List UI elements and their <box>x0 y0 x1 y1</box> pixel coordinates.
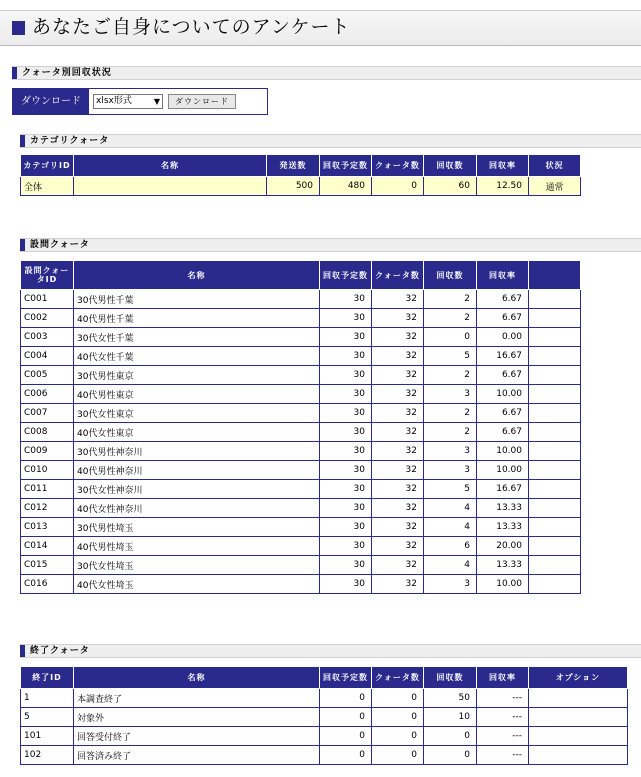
table-cell: 5 <box>424 347 477 366</box>
table-cell: 10 <box>424 708 477 727</box>
column-header <box>529 261 581 290</box>
table-cell: C007 <box>21 404 74 423</box>
table-row <box>21 575 581 594</box>
table-cell <box>529 480 581 499</box>
table-cell <box>529 499 581 518</box>
section-header-end-quota <box>20 644 641 658</box>
table-cell <box>529 708 628 727</box>
table-row <box>21 442 581 461</box>
download-panel <box>12 88 268 115</box>
table-cell: 5 <box>21 708 74 727</box>
table-cell: C011 <box>21 480 74 499</box>
table-cell: 0 <box>320 708 372 727</box>
table-cell: 5 <box>424 480 477 499</box>
table-cell: 10.00 <box>477 442 529 461</box>
table-cell: 0 <box>424 746 477 765</box>
table-cell: C001 <box>21 290 74 309</box>
table-cell: 3 <box>424 385 477 404</box>
table-cell: 30 <box>320 423 372 442</box>
table-cell: 30 <box>320 290 372 309</box>
table-row <box>21 708 628 727</box>
table-cell: 3 <box>424 575 477 594</box>
table-row <box>21 556 581 575</box>
table-cell: 0 <box>320 746 372 765</box>
table-cell: 32 <box>372 480 424 499</box>
table-cell <box>529 746 628 765</box>
table-row <box>21 328 581 347</box>
table-cell: --- <box>477 689 529 708</box>
title-marker <box>12 21 25 35</box>
table-cell: C014 <box>21 537 74 556</box>
table-cell: 20.00 <box>477 537 529 556</box>
table-cell: 30 <box>320 328 372 347</box>
column-header: 名称 <box>74 261 320 290</box>
section-header-question-quota <box>20 238 641 252</box>
table-cell <box>529 328 581 347</box>
page-title-bar <box>0 10 641 46</box>
table-cell <box>529 309 581 328</box>
table-cell: 13.33 <box>477 518 529 537</box>
table-cell: 0 <box>372 746 424 765</box>
category-quota-table <box>20 154 581 196</box>
table-cell: 30代女性神奈川 <box>74 480 320 499</box>
section-title: 終了クォータ <box>30 646 90 656</box>
table-cell <box>529 689 628 708</box>
table-cell: C010 <box>21 461 74 480</box>
table-cell: C015 <box>21 556 74 575</box>
table-cell: 30代男性千葉 <box>74 290 320 309</box>
table-row <box>21 537 581 556</box>
table-row <box>21 347 581 366</box>
download-button[interactable]: ダウンロード <box>168 94 236 109</box>
table-cell: 30 <box>320 385 372 404</box>
table-row <box>21 177 581 196</box>
column-header: 回収予定数 <box>320 667 372 689</box>
chevron-down-icon: ▼ <box>153 97 160 106</box>
column-header: カテゴリID <box>21 155 74 177</box>
table-cell: 30代女性東京 <box>74 404 320 423</box>
table-cell: 30 <box>320 461 372 480</box>
table-cell: 32 <box>372 404 424 423</box>
column-header: 回収率 <box>477 261 529 290</box>
table-cell <box>529 442 581 461</box>
table-row <box>21 423 581 442</box>
table-cell <box>529 385 581 404</box>
table-cell: 30代男性東京 <box>74 366 320 385</box>
table-cell: C009 <box>21 442 74 461</box>
column-header: 回収数 <box>424 155 477 177</box>
column-header: クォータ数 <box>372 261 424 290</box>
table-cell: 3 <box>424 442 477 461</box>
table-cell: 6.67 <box>477 309 529 328</box>
table-cell: 50 <box>424 689 477 708</box>
column-header: 名称 <box>74 155 267 177</box>
section-header-quota-status <box>12 66 641 80</box>
table-cell <box>529 347 581 366</box>
table-cell: 0 <box>372 708 424 727</box>
table-cell: 40代男性千葉 <box>74 309 320 328</box>
table-cell: 本調査終了 <box>74 689 320 708</box>
table-cell: --- <box>477 727 529 746</box>
table-cell: 3 <box>424 461 477 480</box>
column-header: クォータ数 <box>372 155 424 177</box>
table-cell: 32 <box>372 423 424 442</box>
table-cell: 30 <box>320 537 372 556</box>
table-cell: 16.67 <box>477 347 529 366</box>
table-cell: 通常 <box>529 177 581 196</box>
table-cell: 6.67 <box>477 366 529 385</box>
table-cell: 0 <box>320 727 372 746</box>
table-cell: 32 <box>372 575 424 594</box>
table-cell <box>529 423 581 442</box>
column-header: 回収数 <box>424 261 477 290</box>
column-header: 終了ID <box>21 667 74 689</box>
table-cell: C013 <box>21 518 74 537</box>
table-cell: 10.00 <box>477 461 529 480</box>
table-cell: 6 <box>424 537 477 556</box>
table-cell: 0.00 <box>477 328 529 347</box>
table-cell <box>529 556 581 575</box>
table-cell: C008 <box>21 423 74 442</box>
table-cell: 対象外 <box>74 708 320 727</box>
table-row <box>21 746 628 765</box>
column-header: 設問クォータID <box>21 261 74 290</box>
table-row <box>21 689 628 708</box>
table-cell <box>74 177 267 196</box>
table-cell: 6.67 <box>477 290 529 309</box>
page-title: あなたご自身についてのアンケート <box>32 16 351 38</box>
table-cell: 4 <box>424 518 477 537</box>
table-cell: 回答受付終了 <box>74 727 320 746</box>
table-cell: 40代女性東京 <box>74 423 320 442</box>
table-cell: 4 <box>424 556 477 575</box>
table-cell: 40代女性神奈川 <box>74 499 320 518</box>
table-cell: 0 <box>320 689 372 708</box>
table-cell: 30 <box>320 309 372 328</box>
table-cell: 30 <box>320 442 372 461</box>
table-cell: 6.67 <box>477 423 529 442</box>
table-cell: 全体 <box>21 177 74 196</box>
table-cell: 2 <box>424 366 477 385</box>
table-cell: 32 <box>372 499 424 518</box>
table-cell: 32 <box>372 461 424 480</box>
table-cell: 2 <box>424 404 477 423</box>
end-quota-table <box>20 666 628 765</box>
table-row <box>21 518 581 537</box>
table-cell: 30代男性埼玉 <box>74 518 320 537</box>
table-row <box>21 309 581 328</box>
table-cell: C002 <box>21 309 74 328</box>
table-cell: 40代男性埼玉 <box>74 537 320 556</box>
table-cell: 0 <box>372 689 424 708</box>
section-title: 設問クォータ <box>30 240 90 250</box>
table-cell: 4 <box>424 499 477 518</box>
format-select-value: xlsx形式 <box>96 96 132 106</box>
column-header: クォータ数 <box>372 667 424 689</box>
table-cell: 32 <box>372 537 424 556</box>
table-cell: 30 <box>320 480 372 499</box>
table-cell: 101 <box>21 727 74 746</box>
table-header-row <box>21 155 581 177</box>
table-cell: 32 <box>372 556 424 575</box>
table-cell: 回答済み終了 <box>74 746 320 765</box>
table-cell <box>529 461 581 480</box>
table-row <box>21 404 581 423</box>
table-cell: C004 <box>21 347 74 366</box>
table-cell: 500 <box>267 177 320 196</box>
table-row <box>21 727 628 746</box>
column-header: 名称 <box>74 667 320 689</box>
table-cell: 40代女性千葉 <box>74 347 320 366</box>
table-cell: 40代男性神奈川 <box>74 461 320 480</box>
question-quota-table <box>20 260 581 594</box>
table-cell: 60 <box>424 177 477 196</box>
table-cell: 12.50 <box>477 177 529 196</box>
table-cell: 30 <box>320 499 372 518</box>
table-cell: 32 <box>372 328 424 347</box>
table-row <box>21 366 581 385</box>
column-header: 回収予定数 <box>320 155 372 177</box>
column-header: オプション <box>529 667 628 689</box>
table-cell: 30代男性神奈川 <box>74 442 320 461</box>
table-cell: 40代女性埼玉 <box>74 575 320 594</box>
table-cell: 32 <box>372 309 424 328</box>
table-cell: 2 <box>424 290 477 309</box>
table-cell: 32 <box>372 290 424 309</box>
table-cell: 0 <box>424 727 477 746</box>
table-row <box>21 290 581 309</box>
table-cell: 0 <box>372 727 424 746</box>
section-header-category-quota <box>20 134 641 148</box>
table-cell: 0 <box>424 328 477 347</box>
table-cell: 30代女性埼玉 <box>74 556 320 575</box>
table-cell: 13.33 <box>477 499 529 518</box>
table-cell: 30 <box>320 366 372 385</box>
table-cell: 30 <box>320 404 372 423</box>
table-cell: 2 <box>424 423 477 442</box>
table-cell: 32 <box>372 442 424 461</box>
table-cell: C012 <box>21 499 74 518</box>
column-header: 回収数 <box>424 667 477 689</box>
table-row <box>21 499 581 518</box>
table-cell: 0 <box>372 177 424 196</box>
table-cell: C006 <box>21 385 74 404</box>
table-header-row <box>21 667 628 689</box>
table-cell <box>529 290 581 309</box>
table-cell: 1 <box>21 689 74 708</box>
table-cell: 6.67 <box>477 404 529 423</box>
table-cell <box>529 366 581 385</box>
table-cell <box>529 575 581 594</box>
column-header: 回収率 <box>477 667 529 689</box>
column-header: 発送数 <box>267 155 320 177</box>
table-cell: --- <box>477 708 529 727</box>
format-select[interactable] <box>93 94 163 109</box>
table-cell: --- <box>477 746 529 765</box>
table-cell <box>529 404 581 423</box>
table-cell: 40代男性東京 <box>74 385 320 404</box>
download-label: ダウンロード <box>13 89 89 114</box>
table-cell: 32 <box>372 366 424 385</box>
table-cell: 13.33 <box>477 556 529 575</box>
table-cell: 32 <box>372 347 424 366</box>
table-cell: 10.00 <box>477 385 529 404</box>
table-cell: 32 <box>372 385 424 404</box>
table-cell: 102 <box>21 746 74 765</box>
table-row <box>21 480 581 499</box>
table-cell: C005 <box>21 366 74 385</box>
table-cell: 10.00 <box>477 575 529 594</box>
table-cell: 30代女性千葉 <box>74 328 320 347</box>
table-cell: C003 <box>21 328 74 347</box>
table-cell: 30 <box>320 556 372 575</box>
table-cell: 2 <box>424 309 477 328</box>
table-cell: C016 <box>21 575 74 594</box>
column-header: 回収率 <box>477 155 529 177</box>
table-cell: 30 <box>320 347 372 366</box>
section-title: カテゴリクォータ <box>30 136 110 146</box>
table-cell: 480 <box>320 177 372 196</box>
table-cell <box>529 537 581 556</box>
table-cell: 16.67 <box>477 480 529 499</box>
table-cell <box>529 518 581 537</box>
table-row <box>21 461 581 480</box>
column-header: 状況 <box>529 155 581 177</box>
column-header: 回収予定数 <box>320 261 372 290</box>
table-cell: 30 <box>320 575 372 594</box>
table-cell <box>529 727 628 746</box>
table-row <box>21 385 581 404</box>
table-header-row <box>21 261 581 290</box>
table-cell: 32 <box>372 518 424 537</box>
section-title: クォータ別回収状況 <box>22 68 112 78</box>
table-cell: 30 <box>320 518 372 537</box>
